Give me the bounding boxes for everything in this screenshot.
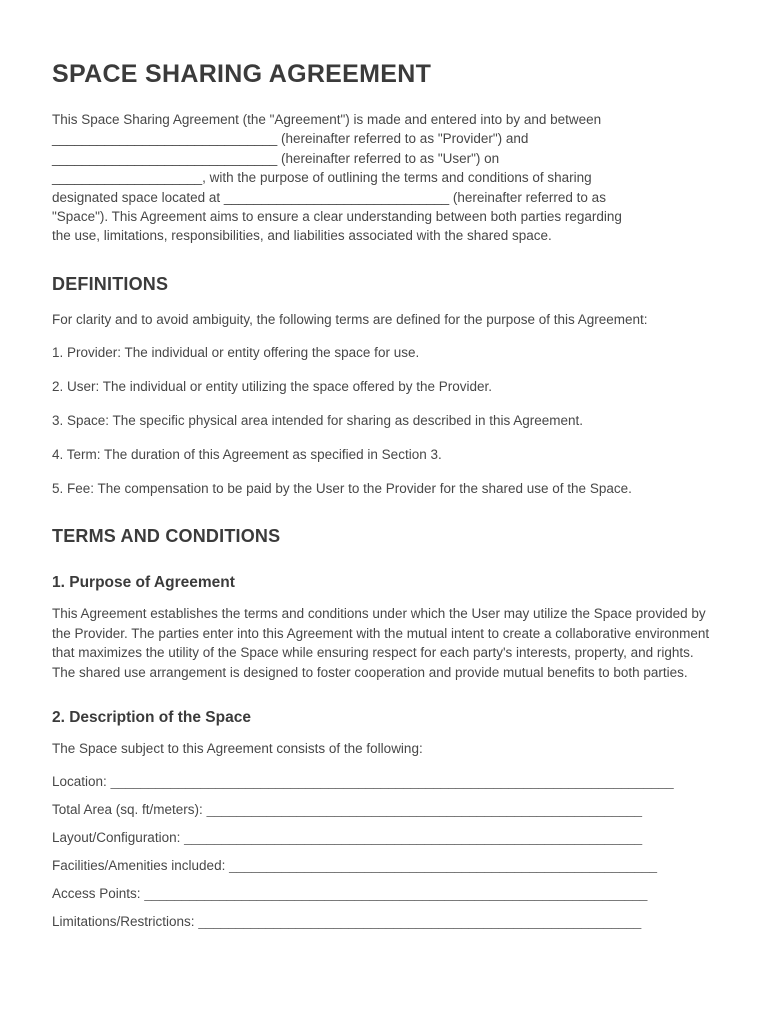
- terms-heading: TERMS AND CONDITIONS: [52, 526, 281, 547]
- field-row-access-points: [52, 884, 718, 903]
- field-row-limitations-restrictions: [52, 912, 718, 931]
- intro-line: ______________________________ (hereinafter referred to as "User") on: [52, 150, 500, 166]
- field-label: Limitations/Restrictions:: [52, 913, 195, 929]
- intro-line: the use, limitations, responsibilities, and liabilities associated with the shared space.: [52, 228, 552, 244]
- definition-item-space: 3. Space: The specific physical area intended for sharing as described in this Agreement.: [52, 413, 584, 429]
- description-section-heading: 2. Description of the Space: [52, 708, 251, 726]
- field-label: Layout/Configuration:: [52, 830, 181, 846]
- definition-item-fee: 5. Fee: The compensation to be paid by the User to the Provider for the shared use of the Space.: [52, 480, 632, 496]
- intro-line: This Space Sharing Agreement (the "Agreement") is made and entered into by and between: [52, 112, 602, 127]
- field-row-layout-configuration: [52, 828, 718, 847]
- intro-line: ______________________________ (hereinafter referred to as "Provider") and: [52, 131, 529, 147]
- fill-line-total-area[interactable]: __________________________________________________________: [206, 802, 643, 818]
- field-row-facilities-amenities: [52, 856, 718, 875]
- purpose-section-heading: 1. Purpose of Agreement: [52, 574, 235, 592]
- description-intro: The Space subject to this Agreement consists of the following:: [52, 740, 423, 756]
- definitions-intro: For clarity and to avoid ambiguity, the following terms are defined for the purpose of this Agreement:: [52, 311, 648, 327]
- document-title: SPACE SHARING AGREEMENT: [52, 60, 432, 88]
- field-label: Location:: [52, 774, 107, 790]
- description-fields: [52, 772, 718, 931]
- intro-paragraph: [52, 110, 718, 246]
- field-row-location: [52, 772, 718, 791]
- definitions-heading: DEFINITIONS: [52, 273, 169, 294]
- fill-line-layout-configuration[interactable]: _____________________________________________________________: [184, 830, 643, 846]
- field-label: Total Area (sq. ft/meters):: [52, 802, 203, 818]
- fill-line-facilities-amenities[interactable]: _________________________________________________________: [229, 858, 658, 874]
- intro-line: "Space"). This Agreement aims to ensure a clear understanding between both parties regarding: [52, 209, 622, 225]
- intro-line: ____________________, with the purpose of outlining the terms and conditions of sharing: [52, 170, 592, 186]
- field-label: Access Points:: [52, 885, 141, 901]
- definition-item-provider: 1. Provider: The individual or entity offering the space for use.: [52, 345, 420, 361]
- definitions-list: [52, 343, 718, 498]
- field-row-total-area: [52, 800, 718, 819]
- fill-line-access-points[interactable]: ___________________________________________________________________: [144, 885, 648, 901]
- definition-item-user: 2. User: The individual or entity utilizing the space offered by the Provider.: [52, 379, 492, 395]
- purpose-paragraph: This Agreement establishes the terms and conditions under which the User may utilize the Space provided by the Provider. The parties enter into this Agreement with the mutual intent to create a collaborative environment that maximizes the utility of the Space while ensuring respect for each party's interests, property, and rights. The shared use arrangement is designed to foster cooperation and provide mutual benefits to both parties.: [52, 606, 710, 680]
- intro-line: designated space located at ______________________________ (hereinafter referred to as: [52, 189, 606, 205]
- fill-line-location[interactable]: ___________________________________________________________________________: [110, 774, 674, 790]
- fill-line-limitations-restrictions[interactable]: ___________________________________________________________: [198, 913, 642, 929]
- field-label: Facilities/Amenities included:: [52, 858, 226, 874]
- definition-item-term: 4. Term: The duration of this Agreement as specified in Section 3.: [52, 446, 442, 462]
